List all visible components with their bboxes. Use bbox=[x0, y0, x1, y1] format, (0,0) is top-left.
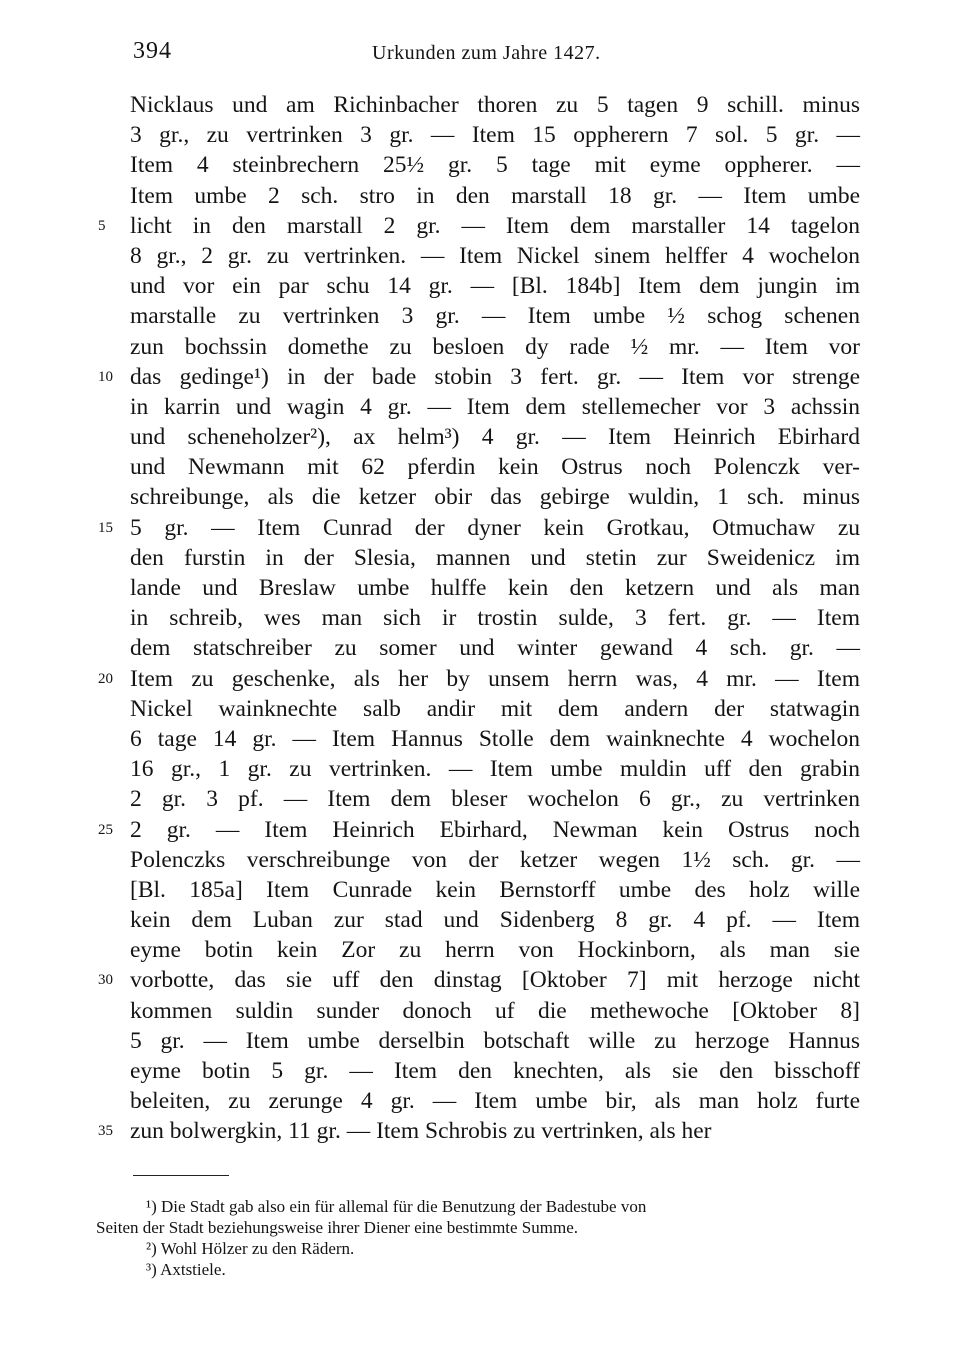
text-line bbox=[130, 150, 860, 180]
line-text: und scheneholzer²), ax helm³) 4 gr. — Item Heinrich Ebirhard bbox=[130, 424, 860, 451]
page-header bbox=[0, 38, 960, 72]
line-text: das gedinge¹) in der bade stobin 3 fert. gr. — Item vor strenge bbox=[130, 363, 860, 390]
footnotes bbox=[96, 1196, 866, 1280]
text-line bbox=[130, 332, 860, 362]
body-text bbox=[98, 90, 860, 1147]
line-text: schreibunge, als die ketzer obir das gebirge wuldin, 1 sch. minus bbox=[130, 484, 860, 511]
line-text: den furstin in der Slesia, mannen und stetin zur Sweidenicz im bbox=[130, 544, 860, 571]
line-number: 35 bbox=[98, 1123, 113, 1140]
line-text: 8 gr., 2 gr. zu vertrinken. — Item Nickel sinem helffer 4 wochelon bbox=[130, 242, 860, 269]
line-number: 30 bbox=[98, 972, 113, 989]
footnote-1-line-2: Seiten der Stadt beziehungsweise ihrer Diener eine bestimmte Summe. bbox=[96, 1218, 579, 1237]
text-line bbox=[98, 211, 860, 241]
text-line bbox=[98, 664, 860, 694]
text-line bbox=[130, 392, 860, 422]
text-line bbox=[130, 603, 860, 633]
text-line bbox=[98, 513, 860, 543]
line-text: zun bochssin domethe zu besloen dy rade ½ mr. — Item vor bbox=[130, 333, 860, 360]
text-line bbox=[130, 1026, 860, 1056]
text-line bbox=[130, 120, 860, 150]
text-line bbox=[130, 724, 860, 754]
text-line bbox=[130, 784, 860, 814]
line-text: vorbotte, das sie uff den dinstag [Oktober 7] mit herzoge nicht bbox=[130, 967, 860, 994]
line-number: 5 bbox=[98, 217, 106, 234]
line-text: kommen suldin sunder donoch uf die methewoche [Oktober 8] bbox=[130, 997, 860, 1024]
line-number: 10 bbox=[98, 368, 113, 385]
line-text: 2 gr. — Item Heinrich Ebirhard, Newman kein Ostrus noch bbox=[130, 816, 860, 843]
line-text: Item zu geschenke, als her by unsem herrn was, 4 mr. — Item bbox=[130, 665, 860, 692]
line-text: lande und Breslaw umbe hulffe kein den ketzern und als man bbox=[130, 575, 860, 601]
line-text: Nicklaus und am Richinbacher thoren zu 5 tagen 9 schill. minus bbox=[130, 92, 860, 118]
text-line bbox=[130, 935, 860, 965]
text-line bbox=[130, 694, 860, 724]
text-line bbox=[130, 241, 860, 271]
line-number: 25 bbox=[98, 821, 113, 838]
line-text: und Newmann mit 62 pferdin kein Ostrus noch Polenczk ver- bbox=[130, 454, 860, 481]
text-line bbox=[130, 905, 860, 935]
text-line bbox=[130, 754, 860, 784]
line-text: 5 gr. — Item Cunrad der dyner kein Grotkau, Otmuchaw zu bbox=[130, 514, 860, 541]
text-line bbox=[130, 573, 860, 603]
line-text: zun bolwergkin, 11 gr. — Item Schrobis zu vertrinken, als her bbox=[130, 1118, 712, 1145]
running-head: Urkunden zum Jahre 1427. bbox=[372, 42, 601, 64]
text-line bbox=[130, 996, 860, 1026]
text-line bbox=[130, 845, 860, 875]
footnote-1-line-1: ¹) Die Stadt gab also ein für allemal für die Benutzung der Badestube von bbox=[146, 1197, 647, 1216]
line-text: Nickel wainknechte salb andir mit dem andern der statwagin bbox=[130, 695, 860, 722]
line-text: eyme botin kein Zor zu herrn von Hockinborn, als man sie bbox=[130, 937, 860, 964]
line-number: 20 bbox=[98, 670, 113, 687]
text-line bbox=[130, 181, 860, 211]
line-text: in schreib, wes man sich ir trostin sulde, 3 fert. gr. — Item bbox=[130, 605, 860, 632]
line-text: 3 gr., zu vertrinken 3 gr. — Item 15 oppherern 7 sol. 5 gr. — bbox=[130, 122, 860, 149]
text-line bbox=[130, 633, 860, 663]
line-text: [Bl. 185a] Item Cunrade kein Bernstorff umbe des holz wille bbox=[130, 876, 860, 903]
footnote-rule bbox=[133, 1175, 229, 1176]
line-text: marstalle zu vertrinken 3 gr. — Item umbe ½ schog schenen bbox=[130, 303, 860, 330]
line-text: und vor ein par schu 14 gr. — [Bl. 184b] Item dem jungin im bbox=[130, 273, 860, 300]
text-line bbox=[130, 482, 860, 512]
text-line bbox=[130, 422, 860, 452]
text-line bbox=[98, 965, 860, 995]
line-text: licht in den marstall 2 gr. — Item dem marstaller 14 tagelon bbox=[130, 212, 860, 239]
text-line bbox=[130, 271, 860, 301]
line-text: kein dem Luban zur stad und Sidenberg 8 gr. 4 pf. — Item bbox=[130, 907, 860, 934]
line-text: 6 tage 14 gr. — Item Hannus Stolle dem wainknechte 4 wochelon bbox=[130, 725, 860, 752]
line-text: 2 gr. 3 pf. — Item dem bleser wochelon 6 gr., zu vertrinken bbox=[130, 786, 860, 813]
text-line bbox=[130, 543, 860, 573]
line-text: Item 4 steinbrechern 25½ gr. 5 tage mit eyme oppherer. — bbox=[130, 152, 860, 179]
text-line bbox=[98, 1116, 860, 1146]
text-line bbox=[98, 362, 860, 392]
page-number: 394 bbox=[133, 38, 172, 64]
line-number: 15 bbox=[98, 519, 113, 536]
line-text: dem statschreiber zu somer und winter gewand 4 sch. gr. — bbox=[130, 635, 860, 662]
line-text: 5 gr. — Item umbe derselbin botschaft wille zu herzoge Hannus bbox=[130, 1027, 860, 1054]
text-line bbox=[98, 815, 860, 845]
text-line bbox=[130, 452, 860, 482]
text-line bbox=[130, 875, 860, 905]
text-line bbox=[130, 301, 860, 331]
line-text: Item umbe 2 sch. stro in den marstall 18 gr. — Item umbe bbox=[130, 182, 860, 209]
footnote-2: ²) Wohl Hölzer zu den Rädern. bbox=[146, 1239, 355, 1258]
line-text: in karrin und wagin 4 gr. — Item dem stellemecher vor 3 achssin bbox=[130, 393, 860, 420]
text-line bbox=[130, 90, 860, 120]
line-text: 16 gr., 1 gr. zu vertrinken. — Item umbe muldin uff den grabin bbox=[130, 756, 860, 783]
line-text: Polenczks verschreibunge von der ketzer wegen 1½ sch. gr. — bbox=[130, 846, 860, 873]
line-text: beleiten, zu zerunge 4 gr. — Item umbe bir, als man holz furte bbox=[130, 1088, 860, 1115]
text-line bbox=[130, 1056, 860, 1086]
line-text: eyme botin 5 gr. — Item den knechten, als sie den bisschoff bbox=[130, 1058, 860, 1084]
footnote-3: ³) Axtstiele. bbox=[146, 1260, 226, 1279]
text-line bbox=[130, 1086, 860, 1116]
